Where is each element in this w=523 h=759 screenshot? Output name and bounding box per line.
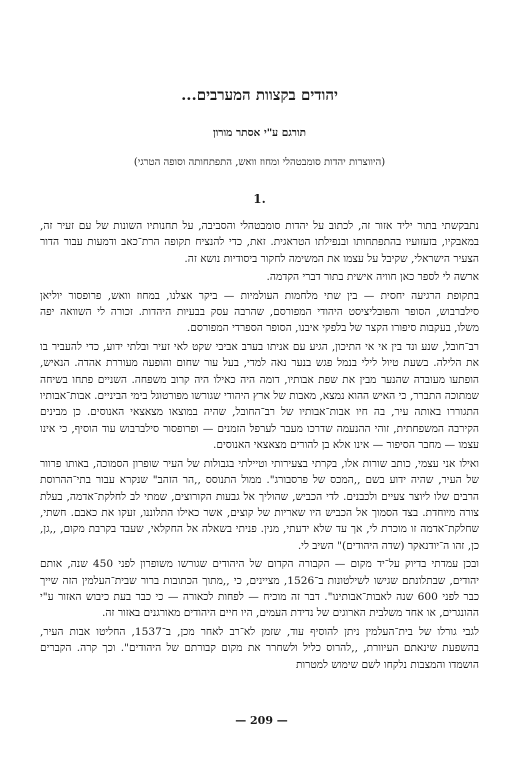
page-number: — 209 —	[235, 714, 288, 727]
paragraph: רב־חובל, שנע ונד בין אי אי התיכון, הגיע עם אניתו בערב אביבי שקט לאי זעיר ובלתי ידוע, כדי להעביר בו את הלילה. בשעת טיול לילי בנמל פגש בנער נאה למדי, בעל עור שחום והופעה מעוררת אהדה. הנאיש, הופתעו מעובדה שהנער מבין את שפת אבותיו, דומה היה כאילו היה קרוב משפחה. השניים פתחו בשיחה שמתוכה התברר, כי האיש ההוא נמצא, מאבות של ארץ היהודי שגורשו מפורטוגל בימי הביניים. אבות־אבותיו התגוררו באותה עיר, בה חיו אבות־אבותיו של רב־החובל, שהיה במוצאו מצאצאי האנוסים. כן מבינים הקירבה המשפחתית, זוהי ההנעמה שדרכו מעבר לערפל הזמנים — ופרופסור סילברבוש עוד הוסיף, כי אינו עצמו — מחבר הסיפור — אינו אלא בן להורים מצאצאי האנוסים.	[40, 340, 479, 452]
paragraph: ובכן עמדתי בדיוק על־יד מקום — הקבורה הקדום של היהודים שגורשו משופרון לפני 450 שנה, אותם יהודים, שבתלונתם שגישו לשילטונות ב־1526, מציינים, כי ,,מתוך הכתובות ברור שבית־העלמין הזה שייך כבר לפני 600 שנה לאבות־אבותינו". דבר זה מוכיח — לפחות לכאורה — כי כבר בעת כיבוש האזור ע"י ההונגרים, או אחד משלבית הארוגים של נדידת העמים, היו חיים היהודים מאורגנים באזור זה.	[40, 558, 480, 620]
section-number: .1	[253, 192, 266, 206]
paragraph: נתבקשתי בתור יליד אזור זה, לכתוב על יהדות סומבטהלי והסביבה, על תחנותיו השונות של עם זעיר זה, במאבקיו, בזעזועיו בהתפתחותו ובנפילתו הטראגית. זאת, כדי להנציח תקופה הרת־כאב ודמעות עבור הדור הצעיר הישראלי, שקיבל על עצמו את המשימה לחקור ביסודיות נושא זה.	[40, 220, 479, 265]
paragraph: לגבי גורלו של בית־העלמין ניתן להוסיף עוד, שזמן לא־רב לאחר מכן, ב־1537, החליטו אבות העיר, בהשפעת שינאתם העיוורת, ,,להרוס כליל ולשחרר את מקום קבורתם של היהודים". וכך קרה. הקברים הושמדו והמצבות נלקחו לשם שימוש למטרות	[40, 625, 479, 671]
paragraph: בתקופת הרגיעה יחסית — בין שתי מלחמות העולמיות — ביקר אצלנו, במחוז וואש, פרופסור יוליאן סילברבוש, הסופר והפובליציסט היהודי המפורסם, שהרבה עסק בבעיות היהדות. זכורה לי השוואה יפה משלו, בעקבות סיפורו הקצר של בלפקי איבנו, הסופר הספרדי המפורסם.	[40, 289, 479, 335]
article-title: יהודים בקצוות המערבים...	[181, 86, 338, 104]
article-subtitle: (היווצרות יהדות סומבטהלי ומחוז וואש, התפתחותה וסופה הטרגי)	[133, 157, 386, 168]
paragraph: ואילו אני עצמי, כותב שורות אלו, בקרתי בצעירותי וטיילתי בגבולות של העיר שופרון הסמוכה, באותו פרוור של העיר, שהיה ידוע בשם ,,המכס של פרסבורג". ממול התנוסס ,,הר הזהב" שנקרא עבור בתי־ההרוסת הרבים שלו ליוצר צעיים ולכבנים. לדי הכביש, שהוליך אל גבעות הקורוצים, שמתי לב לחלקת־אדמה, בעלת צורה מיוחדת. בצד הסמוך אל הכביש היו שאריות של קוצים, אשר כאילו התלוננו, זעקו את כאבם. חשתי, שחלקת־אדמה זו מוכרת לי, אך עד שלא ידעתי, מנין. פניתי בשאלה אל החקלאי, שעבד בקרבת מקום, ,,גן, כן, זהו ה־יודנאקר (שדה היהודים)" השיב לי.	[40, 457, 479, 552]
paragraph: ארשה לי לספר כאן חוויה אישית בתור דברי הקדמה.	[266, 271, 479, 284]
translator-byline: תורגם ע"י אסתר מורון	[212, 127, 307, 139]
